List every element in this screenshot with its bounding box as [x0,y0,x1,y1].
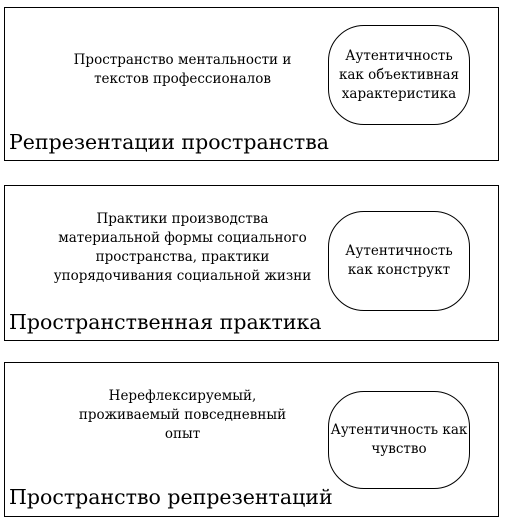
description-line: материальной формы социального [58,230,307,246]
authenticity-line: характеристика [341,85,457,102]
description-line: проживаемый повседневный [78,407,287,423]
panel-title: Репрезентации пространства [9,130,329,154]
authenticity-box [328,391,470,489]
panel-representations-of-space [4,7,499,161]
panel-description [35,210,330,286]
description-line: пространства, практики [95,249,270,265]
authenticity-box [328,211,470,311]
panel-title: Пространственная практика [9,310,322,334]
description-line: упорядочивания социальной жизни [53,268,312,284]
authenticity-line: как конструкт [347,262,451,278]
panel-spatial-practice [4,185,499,341]
authenticity-line: Аутентичность [345,243,453,259]
description-line: Практики производства [96,211,269,227]
description-line: текстов профессионалов [94,71,271,87]
description-line: Нерефлексируемый, [108,388,257,404]
panel-title: Пространство репрезентаций [9,485,333,509]
authenticity-line: Аутентичность [345,47,453,64]
authenticity-box [328,25,470,125]
authenticity-line: как объективная [338,66,460,83]
panel-description [35,387,330,444]
authenticity-line: Аутентичность как [330,422,468,438]
description-line: опыт [164,426,201,442]
panel-description [35,51,330,89]
authenticity-line: чувство [371,441,427,457]
panel-spaces-of-representation [4,362,499,517]
description-line: Пространство ментальности и [73,52,292,68]
